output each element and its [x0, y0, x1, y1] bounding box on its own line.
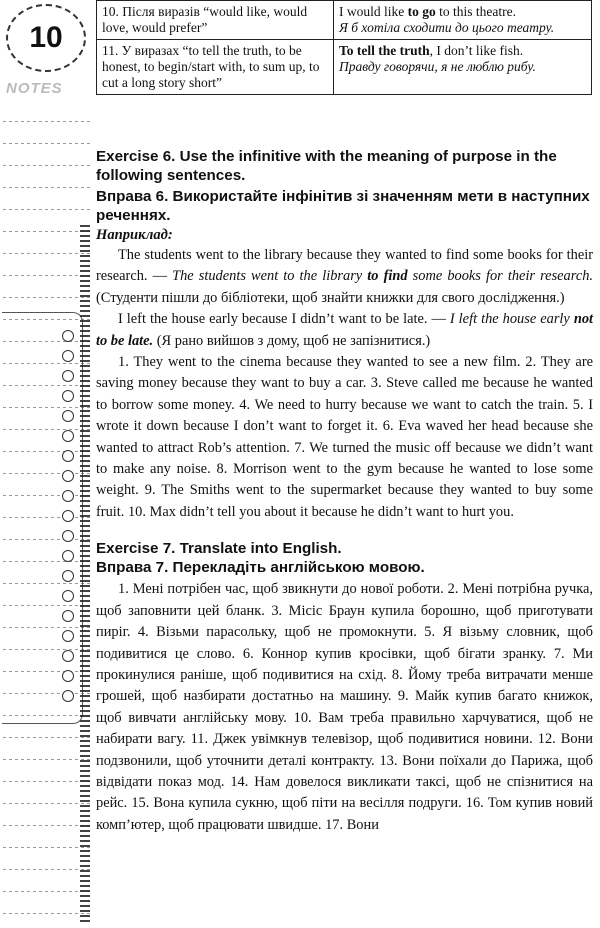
page-number: 10 [29, 21, 63, 54]
page-content [96, 0, 593, 836]
binder-ring-icon [62, 550, 74, 562]
binder-ring-icon [62, 610, 74, 622]
exercise-6-body: 1. They went to the cinema because they wanted to see a new film. 2. They are saving money because they want to buy a car. 3. Steve called me because he wanted to borrow some money. 4. We need to hurry because we want to catch the train. 5. I wrote it down because I don’t want to forget it. 6. Eva waved her head because she wanted to attract Rob’s attention. 7. We turned the music off because we didn’t want to make any noise. 8. Morrison went to the gym because he wanted to lose some weight. 9. The Smiths went to the supermarket because they wanted to buy some fruit. 10. Max didn’t tell you about it because he didn’t want to hurt you. [96, 354, 593, 520]
notes-label: NOTES [6, 80, 63, 97]
binder-ring-icon [62, 470, 74, 482]
binder-ring-icon [62, 490, 74, 502]
binder-ring-icon [62, 450, 74, 462]
rule-cell: 11. У виразах “to tell the truth, to be honest, to begin/start with, to sum up, to cut a long story short” [97, 40, 334, 95]
binder-ring-icon [62, 330, 74, 342]
exercise-7-body: 1. Мені потрібен час, щоб звикнути до нової роботи. 2. Мені потрібна ручка, щоб заповнити цей бланк. 3. Місіс Браун купила борошно, щоб приготувати пиріг. 4. Візьми парасольку, щоб не промокнути. 5. Я візьму словник, щоб подивитися це слово. 6. Коннор купив кросівки, щоб бігати зранку. 7. Ми прокинулися раніше, щоб подивитися на схід. 8. Йому треба витрачати менше грошей, щоб назбирати достатньо на машину. 9. Майк купив багато книжок, щоб вивчати англійську мову. 10. Вам треба правильно харчуватися, щоб не набирати вагу. 11. Джек увімкнув телевізор, щоб подивитися новини. 12. Вони подзвонили, щоб уточнити деталі контракту. 13. Вони поїхали до Парижа, щоб відвідати показ мод. 14. Нам довелося викликати таксі, щоб не спізнитися на рейс. 15. Вона купила сукню, щоб піти на весілля подруги. 16. Том купив новий комп’ютер, щоб працювати швидше. 17. Вони [96, 581, 593, 833]
binder-ring-icon [62, 590, 74, 602]
notes-margin [0, 0, 92, 928]
binder-ring-icon [62, 530, 74, 542]
binder-ring-icon [62, 410, 74, 422]
example-label: Наприклад: [96, 227, 173, 243]
example-cell: To tell the truth, I don’t like fish. Правду говорячи, я не люблю рибу. [334, 40, 592, 95]
binder-ring-icon [62, 350, 74, 362]
binder-ring-icon [62, 430, 74, 442]
table-row [97, 40, 592, 95]
example-sentence-2: I left the house early because I didn’t want to be late. — I left the house early not to be late. (Я рано вийшов з дому, щоб не запізнитися.) [96, 311, 594, 349]
exercise-6-title-en: Exercise 6. Use the infinitive with the meaning of purpose in the following sentences. [96, 148, 557, 184]
binder-ring-icon [62, 630, 74, 642]
grammar-rules-table [96, 0, 592, 95]
binder-ring-icon [62, 690, 74, 702]
binder-ring-icon [62, 650, 74, 662]
rule-cell: 10. Після виразів “would like, would love, would prefer” [97, 1, 334, 40]
exercise-7-title-en: Exercise 7. Translate into English. [96, 540, 342, 558]
binder-ring-icon [62, 570, 74, 582]
binder-ring-icon [62, 670, 74, 682]
example-cell: I would like to go to this theatre. Я б хотіла сходити до цього театру. [334, 1, 592, 40]
page-number-badge [6, 4, 86, 72]
example-translation: Я б хотіла сходити до цього театру. [339, 20, 555, 35]
binder-ring-icon [62, 370, 74, 382]
binder-ring-icon [62, 510, 74, 522]
example-sentence-1: The students went to the library because they wanted to find some books for their research. — The students went to the library to find some books for their research. (Студенти пішли до бібліотеки, щоб знайти книжки для свого дослідження.) [96, 247, 594, 306]
binder-rings [62, 330, 76, 720]
spiral-binding [80, 225, 90, 925]
exercise-7-title-uk: Вправа 7. Перекладіть англійською мовою. [96, 559, 425, 577]
binder-ring-icon [62, 390, 74, 402]
example-translation: Правду говорячи, я не люблю рибу. [339, 59, 536, 74]
exercise-6-title-uk: Вправа 6. Використайте інфінітив зі значенням мети в наступних реченнях. [96, 188, 590, 224]
table-row [97, 1, 592, 40]
